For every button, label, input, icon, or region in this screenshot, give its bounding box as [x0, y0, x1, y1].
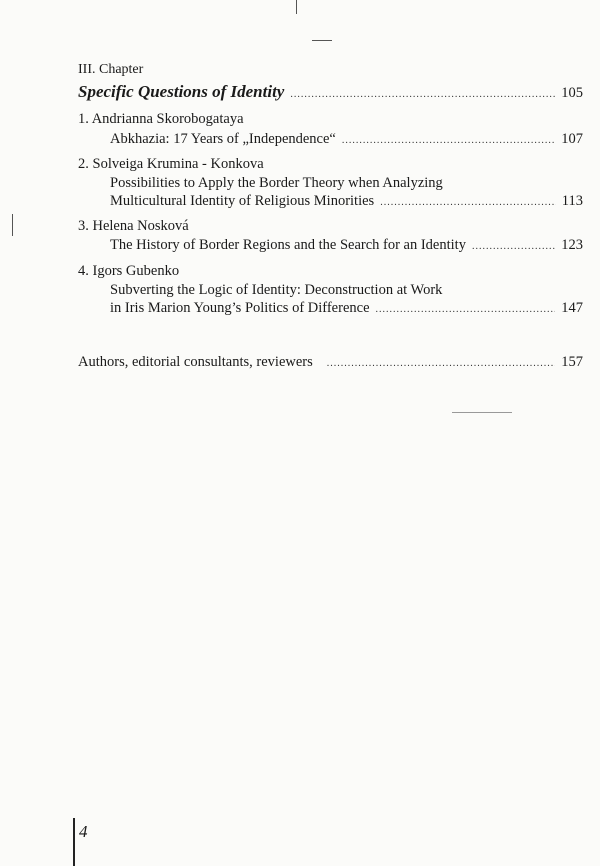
entry-title: Multicultural Identity of Religious Minorities [110, 193, 375, 209]
chapter-page-number: 105 [561, 85, 583, 101]
page-number: 4 [79, 822, 88, 841]
entry-title: Abkhazia: 17 Years of „Independence“ [110, 131, 336, 147]
entry-author: 2. Solveiga Krumina - Konkova [78, 156, 264, 172]
entry-author: 4. Igors Gubenko [78, 263, 180, 279]
entry-title-row [0, 237, 600, 254]
entry-title: Subverting the Logic of Identity: Deconstruction at Work [110, 282, 443, 298]
entry-title-row [0, 193, 600, 210]
chapter-label: III. Chapter [78, 62, 144, 77]
entry-author: 1. Andrianna Skorobogataya [78, 111, 244, 127]
entry-page-number: 107 [561, 131, 583, 147]
dot-leader [380, 197, 556, 208]
entry-page-number: 147 [561, 300, 583, 316]
dot-leader [472, 241, 555, 252]
chapter-title-row [0, 82, 600, 102]
scan-mark [12, 214, 13, 236]
page-number-rule [73, 818, 75, 866]
dot-leader [342, 135, 555, 146]
chapter-title: Specific Questions of Identity [78, 82, 285, 101]
dot-leader [290, 89, 555, 100]
entry-title-row [0, 300, 600, 317]
authors-label: Authors, editorial consultants, reviewers [78, 354, 313, 370]
scan-mark [452, 412, 512, 413]
entry-title: The History of Border Regions and the Search for an Identity [110, 237, 466, 253]
dot-leader [327, 358, 555, 369]
dot-leader [376, 304, 556, 315]
entry-page-number: 123 [561, 237, 583, 253]
authors-row [0, 354, 600, 371]
entry-title: in Iris Marion Young’s Politics of Difference [110, 300, 370, 316]
entry-title: Possibilities to Apply the Border Theory when Analyzing [110, 175, 443, 191]
authors-page-number: 157 [561, 354, 583, 370]
entry-page-number: 113 [561, 193, 583, 209]
entry-author: 3. Helena Nosková [78, 218, 189, 234]
scan-mark [312, 40, 332, 41]
scan-mark [296, 0, 297, 14]
entry-title-row [0, 131, 600, 148]
